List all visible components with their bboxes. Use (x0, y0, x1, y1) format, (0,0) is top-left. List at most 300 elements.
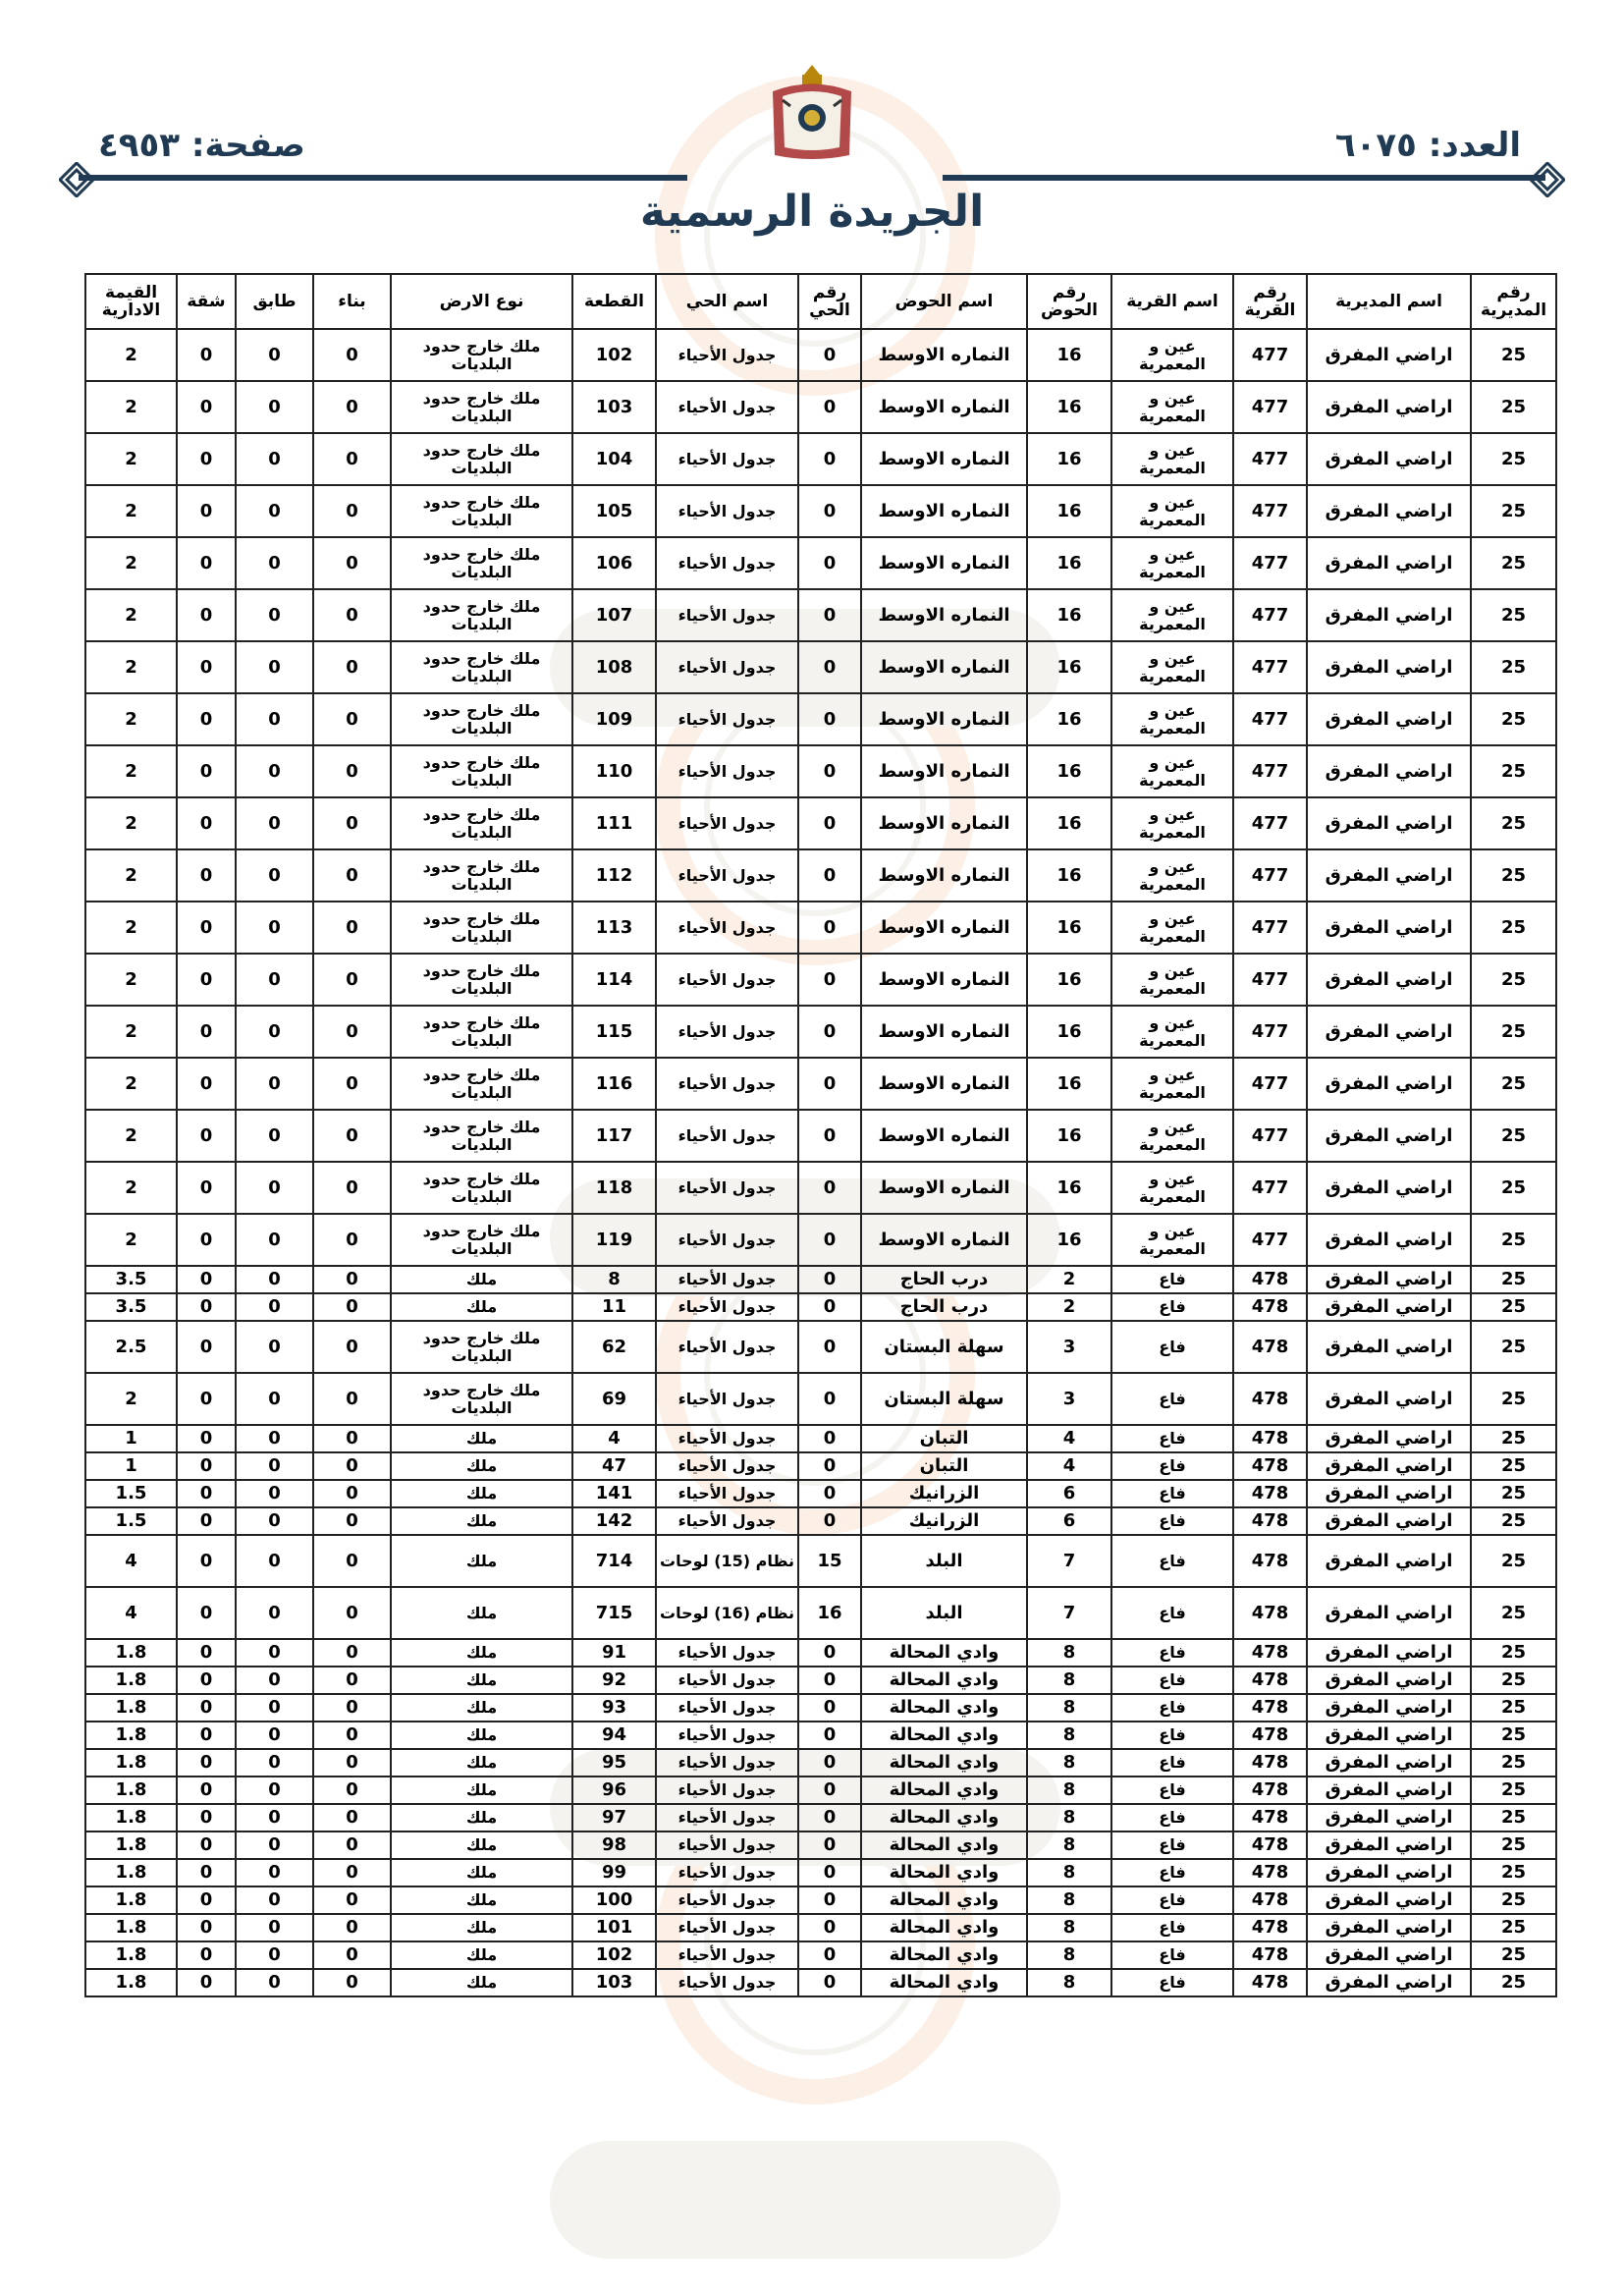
table-cell: وادي المحالة (861, 1722, 1027, 1749)
table-cell: 477 (1233, 1110, 1307, 1162)
table-cell: فاع (1111, 1859, 1233, 1886)
table-cell: 2 (85, 693, 177, 745)
table-cell: اراضي المفرق (1307, 902, 1471, 954)
table-cell: 478 (1233, 1321, 1307, 1373)
table-cell: 0 (798, 1749, 861, 1777)
table-cell: عين و المعمرية (1111, 381, 1233, 433)
table-cell: 0 (236, 1110, 313, 1162)
table-cell: جدول الأحياء (656, 1914, 798, 1941)
header-rule-left (79, 175, 687, 181)
table-cell: 0 (313, 485, 391, 537)
table-cell: 0 (236, 954, 313, 1006)
table-cell: اراضي المفرق (1307, 1321, 1471, 1373)
table-cell: جدول الأحياء (656, 1639, 798, 1667)
table-cell: 2 (85, 902, 177, 954)
table-cell: 11 (572, 1293, 656, 1321)
table-cell: 2 (85, 1110, 177, 1162)
table-row (85, 1831, 1556, 1859)
table-cell: 0 (798, 1667, 861, 1694)
table-cell: جدول الأحياء (656, 1694, 798, 1722)
table-cell: 2 (1027, 1266, 1111, 1293)
table-cell: 25 (1471, 1722, 1556, 1749)
table-cell: 0 (236, 641, 313, 693)
table-cell: ملك خارج حدود البلديات (391, 797, 572, 849)
table-cell: 25 (1471, 1587, 1556, 1639)
table-cell: 0 (236, 902, 313, 954)
table-row (85, 902, 1556, 954)
table-cell: 477 (1233, 1162, 1307, 1214)
table-cell: 25 (1471, 1667, 1556, 1694)
table-cell: ملك خارج حدود البلديات (391, 329, 572, 381)
table-cell: درب الحاج (861, 1293, 1027, 1321)
table-cell: 0 (177, 1480, 236, 1507)
table-cell: اراضي المفرق (1307, 381, 1471, 433)
table-cell: 1 (85, 1425, 177, 1452)
table-cell: 0 (798, 1859, 861, 1886)
table-cell: 0 (798, 1006, 861, 1058)
table-cell: 25 (1471, 693, 1556, 745)
table-cell: 108 (572, 641, 656, 693)
table-row (85, 693, 1556, 745)
table-cell: 0 (798, 589, 861, 641)
table-cell: 0 (236, 1535, 313, 1587)
table-cell: عين و المعمرية (1111, 537, 1233, 589)
table-cell: 0 (177, 1058, 236, 1110)
table-cell: 0 (798, 1321, 861, 1373)
table-cell: 16 (1027, 485, 1111, 537)
table-cell: اراضي المفرق (1307, 1266, 1471, 1293)
table-cell: جدول الأحياء (656, 849, 798, 902)
table-cell: نظام (15) لوحات (656, 1535, 798, 1587)
table-cell: جدول الأحياء (656, 797, 798, 849)
table-cell: 0 (313, 797, 391, 849)
table-cell: فاع (1111, 1914, 1233, 1941)
table-cell: جدول الأحياء (656, 902, 798, 954)
table-cell: 0 (177, 1969, 236, 1996)
table-cell: 0 (313, 745, 391, 797)
table-cell: فاع (1111, 1425, 1233, 1452)
table-cell: 25 (1471, 1214, 1556, 1266)
table-cell: 96 (572, 1777, 656, 1804)
table-cell: وادي المحالة (861, 1941, 1027, 1969)
table-cell: 8 (1027, 1804, 1111, 1831)
table-cell: 0 (798, 745, 861, 797)
table-cell: 2 (85, 381, 177, 433)
table-cell: 25 (1471, 1831, 1556, 1859)
table-row (85, 1941, 1556, 1969)
table-cell: 477 (1233, 745, 1307, 797)
table-cell: 4 (1027, 1425, 1111, 1452)
table-cell: 0 (798, 1941, 861, 1969)
table-cell: 0 (313, 1749, 391, 1777)
table-row (85, 433, 1556, 485)
table-cell: 0 (798, 1914, 861, 1941)
table-cell: 25 (1471, 849, 1556, 902)
table-cell: 0 (177, 1321, 236, 1373)
table-row (85, 745, 1556, 797)
table-cell: 104 (572, 433, 656, 485)
table-cell: 0 (236, 1969, 313, 1996)
column-header: القطعة (572, 274, 656, 329)
table-cell: 0 (798, 1110, 861, 1162)
table-cell: 0 (177, 1214, 236, 1266)
table-cell: اراضي المفرق (1307, 1480, 1471, 1507)
table-cell: عين و المعمرية (1111, 1058, 1233, 1110)
table-cell: 8 (1027, 1941, 1111, 1969)
table-row (85, 797, 1556, 849)
column-header: بناء (313, 274, 391, 329)
table-cell: 116 (572, 1058, 656, 1110)
table-cell: جدول الأحياء (656, 1886, 798, 1914)
table-cell: 6 (1027, 1507, 1111, 1535)
table-cell: 0 (177, 1266, 236, 1293)
table-cell: 0 (236, 1266, 313, 1293)
table-cell: ملك (391, 1535, 572, 1587)
table-cell: ملك خارج حدود البلديات (391, 589, 572, 641)
table-cell: 16 (1027, 1058, 1111, 1110)
table-cell: 0 (798, 485, 861, 537)
table-cell: جدول الأحياء (656, 1941, 798, 1969)
table-cell: 25 (1471, 537, 1556, 589)
table-row (85, 381, 1556, 433)
table-cell: اراضي المفرق (1307, 1804, 1471, 1831)
table-row (85, 1480, 1556, 1507)
table-cell: 102 (572, 329, 656, 381)
table-cell: 478 (1233, 1452, 1307, 1480)
table-cell: 1.8 (85, 1722, 177, 1749)
table-cell: 0 (236, 433, 313, 485)
table-cell: 47 (572, 1452, 656, 1480)
table-cell: 7 (1027, 1535, 1111, 1587)
table-cell: 4 (1027, 1452, 1111, 1480)
table-cell: 25 (1471, 1373, 1556, 1425)
table-cell: 0 (236, 589, 313, 641)
table-cell: ملك (391, 1639, 572, 1667)
table-cell: 0 (798, 902, 861, 954)
table-cell: 25 (1471, 1694, 1556, 1722)
table-cell: 0 (236, 1006, 313, 1058)
table-cell: 0 (177, 1694, 236, 1722)
table-cell: 2 (1027, 1293, 1111, 1321)
table-cell: اراضي المفرق (1307, 1425, 1471, 1452)
table-cell: 103 (572, 381, 656, 433)
table-cell: اراضي المفرق (1307, 745, 1471, 797)
table-cell: جدول الأحياء (656, 433, 798, 485)
table-cell: 0 (236, 1425, 313, 1452)
table-cell: 0 (798, 1266, 861, 1293)
table-cell: جدول الأحياء (656, 1214, 798, 1266)
table-cell: ملك خارج حدود البلديات (391, 902, 572, 954)
table-cell: التبان (861, 1425, 1027, 1452)
table-cell: 0 (177, 1859, 236, 1886)
table-cell: ملك (391, 1941, 572, 1969)
table-cell: ملك (391, 1777, 572, 1804)
table-cell: وادي المحالة (861, 1749, 1027, 1777)
column-header: رقم الحي (798, 274, 861, 329)
column-header: اسم المديرية (1307, 274, 1471, 329)
table-cell: 4 (85, 1587, 177, 1639)
table-cell: 0 (313, 1941, 391, 1969)
column-header: اسم الحي (656, 274, 798, 329)
table-cell: 25 (1471, 381, 1556, 433)
table-cell: 0 (236, 797, 313, 849)
table-cell: 2.5 (85, 1321, 177, 1373)
table-cell: 2 (85, 433, 177, 485)
table-cell: عين و المعمرية (1111, 693, 1233, 745)
table-cell: 2 (85, 589, 177, 641)
table-cell: 16 (1027, 745, 1111, 797)
table-cell: 0 (177, 1941, 236, 1969)
table-cell: 6 (1027, 1480, 1111, 1507)
table-cell: اراضي المفرق (1307, 1110, 1471, 1162)
table-cell: النماره الاوسط (861, 641, 1027, 693)
table-cell: ملك خارج حدود البلديات (391, 745, 572, 797)
table-cell: 25 (1471, 1639, 1556, 1667)
table-cell: اراضي المفرق (1307, 693, 1471, 745)
table-cell: 25 (1471, 954, 1556, 1006)
table-cell: 0 (236, 537, 313, 589)
table-cell: 478 (1233, 1722, 1307, 1749)
table-cell: 0 (798, 329, 861, 381)
table-cell: 0 (177, 1110, 236, 1162)
table-cell: 0 (798, 693, 861, 745)
table-cell: اراضي المفرق (1307, 589, 1471, 641)
table-cell: 477 (1233, 329, 1307, 381)
table-cell: 0 (177, 1373, 236, 1425)
table-cell: فاع (1111, 1587, 1233, 1639)
table-cell: 0 (798, 797, 861, 849)
table-cell: ملك خارج حدود البلديات (391, 485, 572, 537)
table-row (85, 329, 1556, 381)
table-cell: 107 (572, 589, 656, 641)
table-cell: 109 (572, 693, 656, 745)
table-cell: 115 (572, 1006, 656, 1058)
table-cell: 0 (313, 1507, 391, 1535)
table-cell: 0 (236, 745, 313, 797)
table-row (85, 1969, 1556, 1996)
table-cell: 16 (1027, 693, 1111, 745)
table-cell: اراضي المفرق (1307, 1058, 1471, 1110)
table-cell: 25 (1471, 1452, 1556, 1480)
table-cell: 0 (177, 693, 236, 745)
table-cell: 0 (236, 1480, 313, 1507)
table-cell: اراضي المفرق (1307, 1722, 1471, 1749)
table-cell: 0 (313, 433, 391, 485)
table-row (85, 849, 1556, 902)
table-cell: 0 (798, 1293, 861, 1321)
table-cell: جدول الأحياء (656, 1667, 798, 1694)
table-cell: 0 (798, 1425, 861, 1452)
table-cell: وادي المحالة (861, 1804, 1027, 1831)
table-cell: 478 (1233, 1859, 1307, 1886)
table-cell: 100 (572, 1886, 656, 1914)
table-cell: 477 (1233, 485, 1307, 537)
table-cell: 477 (1233, 693, 1307, 745)
table-cell: ملك (391, 1831, 572, 1859)
table-cell: 91 (572, 1639, 656, 1667)
table-cell: النماره الاوسط (861, 1214, 1027, 1266)
table-cell: ملك (391, 1507, 572, 1535)
table-row (85, 1587, 1556, 1639)
table-cell: اراضي المفرق (1307, 849, 1471, 902)
table-cell: 8 (1027, 1969, 1111, 1996)
table-cell: جدول الأحياء (656, 1777, 798, 1804)
table-cell: 0 (313, 1667, 391, 1694)
table-cell: اراضي المفرق (1307, 641, 1471, 693)
table-cell: ملك (391, 1452, 572, 1480)
table-cell: 0 (798, 1058, 861, 1110)
table-cell: ملك (391, 1859, 572, 1886)
table-cell: 25 (1471, 1266, 1556, 1293)
table-cell: 0 (177, 589, 236, 641)
table-cell: 478 (1233, 1587, 1307, 1639)
column-header: اسم الحوض (861, 274, 1027, 329)
table-row (85, 1110, 1556, 1162)
table-cell: وادي المحالة (861, 1859, 1027, 1886)
table-cell: 0 (313, 1587, 391, 1639)
table-cell: 16 (1027, 589, 1111, 641)
table-cell: النماره الاوسط (861, 485, 1027, 537)
table-body (85, 329, 1556, 1996)
table-cell: 2 (85, 849, 177, 902)
table-cell: 0 (236, 1373, 313, 1425)
table-cell: 3.5 (85, 1266, 177, 1293)
table-cell: 16 (1027, 954, 1111, 1006)
table-cell: سهلة البستان (861, 1373, 1027, 1425)
table-cell: ملك (391, 1266, 572, 1293)
table-row (85, 641, 1556, 693)
table-cell: 0 (177, 1749, 236, 1777)
table-cell: ملك خارج حدود البلديات (391, 1373, 572, 1425)
table-cell: عين و المعمرية (1111, 745, 1233, 797)
table-cell: 0 (798, 849, 861, 902)
table-cell: عين و المعمرية (1111, 1214, 1233, 1266)
table-row (85, 1667, 1556, 1694)
table-cell: 25 (1471, 1507, 1556, 1535)
table-cell: 1.8 (85, 1694, 177, 1722)
column-header: القيمة الادارية (85, 274, 177, 329)
table-cell: 0 (313, 1694, 391, 1722)
table-cell: 0 (798, 1969, 861, 1996)
table-cell: 0 (177, 1006, 236, 1058)
table-cell: اراضي المفرق (1307, 1535, 1471, 1587)
table-cell: فاع (1111, 1480, 1233, 1507)
table-cell: جدول الأحياء (656, 1162, 798, 1214)
table-cell: 106 (572, 537, 656, 589)
table-cell: النماره الاوسط (861, 1110, 1027, 1162)
table-cell: النماره الاوسط (861, 954, 1027, 1006)
table-cell: 714 (572, 1535, 656, 1587)
table-cell: جدول الأحياء (656, 1722, 798, 1749)
table-cell: 1.8 (85, 1914, 177, 1941)
table-cell: اراضي المفرق (1307, 433, 1471, 485)
table-cell: سهلة البستان (861, 1321, 1027, 1373)
table-cell: 477 (1233, 1214, 1307, 1266)
table-cell: 477 (1233, 849, 1307, 902)
table-cell: 0 (236, 1749, 313, 1777)
table-cell: 1 (85, 1452, 177, 1480)
table-cell: 478 (1233, 1914, 1307, 1941)
table-cell: عين و المعمرية (1111, 849, 1233, 902)
table-cell: 3.5 (85, 1293, 177, 1321)
table-cell: 4 (572, 1425, 656, 1452)
table-cell: عين و المعمرية (1111, 641, 1233, 693)
table-cell: ملك (391, 1667, 572, 1694)
table-cell: 0 (177, 1722, 236, 1749)
table-cell: اراضي المفرق (1307, 1859, 1471, 1886)
page-header (0, 0, 1624, 275)
table-cell: 16 (1027, 1162, 1111, 1214)
table-cell: 0 (313, 1859, 391, 1886)
table-cell: 16 (1027, 902, 1111, 954)
table-cell: 0 (177, 1507, 236, 1535)
table-cell: عين و المعمرية (1111, 954, 1233, 1006)
table-row (85, 1535, 1556, 1587)
table-cell: 25 (1471, 1749, 1556, 1777)
table-cell: 16 (1027, 1006, 1111, 1058)
table-cell: عين و المعمرية (1111, 902, 1233, 954)
table-cell: اراضي المفرق (1307, 1694, 1471, 1722)
table-cell: اراضي المفرق (1307, 1507, 1471, 1535)
table-cell: النماره الاوسط (861, 849, 1027, 902)
table-cell: 0 (236, 1886, 313, 1914)
table-cell: 8 (1027, 1667, 1111, 1694)
table-cell: 0 (798, 954, 861, 1006)
table-cell: 25 (1471, 1293, 1556, 1321)
table-cell: ملك خارج حدود البلديات (391, 693, 572, 745)
table-cell: النماره الاوسط (861, 797, 1027, 849)
table-cell: 25 (1471, 1321, 1556, 1373)
table-cell: ملك (391, 1587, 572, 1639)
table-cell: 113 (572, 902, 656, 954)
table-cell: 478 (1233, 1969, 1307, 1996)
table-cell: فاع (1111, 1293, 1233, 1321)
table-cell: 0 (313, 1006, 391, 1058)
page-title: الجريدة الرسمية (639, 187, 985, 237)
table-cell: 0 (177, 1425, 236, 1452)
table-cell: فاع (1111, 1639, 1233, 1667)
table-cell: ملك خارج حدود البلديات (391, 1110, 572, 1162)
table-cell: ملك (391, 1722, 572, 1749)
table-cell: 112 (572, 849, 656, 902)
table-cell: فاع (1111, 1507, 1233, 1535)
table-cell: جدول الأحياء (656, 1831, 798, 1859)
table-cell: 0 (313, 1535, 391, 1587)
table-row (85, 1639, 1556, 1667)
table-cell: جدول الأحياء (656, 745, 798, 797)
table-cell: 119 (572, 1214, 656, 1266)
table-cell: ملك خارج حدود البلديات (391, 433, 572, 485)
table-cell: 25 (1471, 1425, 1556, 1452)
table-cell: 477 (1233, 797, 1307, 849)
column-header: رقم المديرية (1471, 274, 1556, 329)
table-cell: جدول الأحياء (656, 589, 798, 641)
table-cell: فاع (1111, 1266, 1233, 1293)
table-cell: 98 (572, 1831, 656, 1859)
table-row (85, 1293, 1556, 1321)
table-cell: 0 (177, 1639, 236, 1667)
table-cell: ملك خارج حدود البلديات (391, 381, 572, 433)
table-cell: 0 (798, 1214, 861, 1266)
table-row (85, 1749, 1556, 1777)
table-cell: 0 (798, 433, 861, 485)
column-header: رقم الحوض (1027, 274, 1111, 329)
table-cell: ملك خارج حدود البلديات (391, 849, 572, 902)
table-cell: 62 (572, 1321, 656, 1373)
table-cell: 478 (1233, 1266, 1307, 1293)
table-row (85, 537, 1556, 589)
table-cell: 1.8 (85, 1859, 177, 1886)
